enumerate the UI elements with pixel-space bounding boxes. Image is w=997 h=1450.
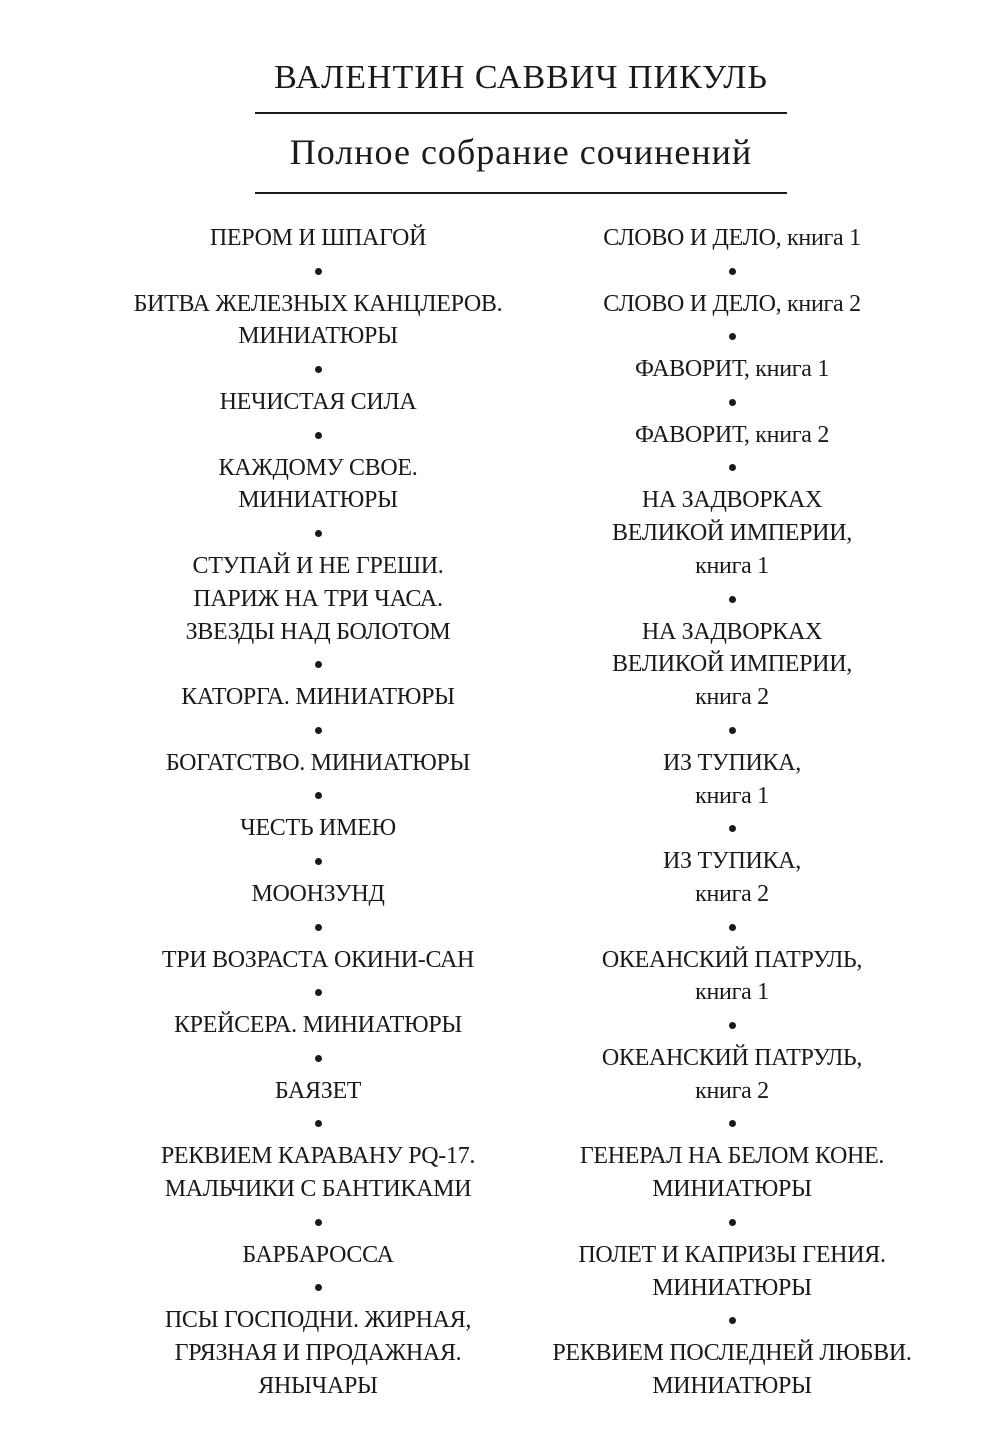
bullet-separator bbox=[98, 714, 538, 747]
book-title-line: БАЯЗЕТ bbox=[274, 1077, 362, 1104]
book-title-line: СЛОВО И ДЕЛО, книга 2 bbox=[603, 290, 861, 317]
book-title-entry bbox=[98, 681, 538, 714]
book-title-line: МАЛЬЧИКИ С БАНТИКАМИ bbox=[164, 1176, 472, 1203]
bottom-rule-divider bbox=[255, 192, 787, 194]
book-title-entry bbox=[508, 1140, 956, 1206]
bullet-separator bbox=[508, 386, 956, 419]
bullet-separator bbox=[98, 1272, 538, 1305]
book-title-line: НА ЗАДВОРКАХ bbox=[641, 618, 823, 645]
book-title-entry bbox=[98, 288, 538, 354]
book-title-line: книга 2 bbox=[695, 880, 769, 907]
book-title-line: книга 2 bbox=[695, 684, 769, 711]
bullet-separator bbox=[508, 1009, 956, 1042]
book-title-entry bbox=[508, 353, 956, 386]
bullet-separator bbox=[508, 1304, 956, 1337]
top-rule-divider bbox=[255, 112, 787, 114]
bullet-separator bbox=[508, 255, 956, 288]
book-title-entry bbox=[98, 878, 538, 911]
book-title-line: ТРИ ВОЗРАСТА ОКИНИ-САН bbox=[161, 946, 475, 973]
page-header bbox=[255, 52, 787, 194]
book-title-line: ВЕЛИКОЙ ИМПЕРИИ, bbox=[612, 520, 852, 547]
book-title-line: книга 1 bbox=[695, 979, 769, 1006]
bullet-separator bbox=[98, 1042, 538, 1075]
book-title-line: ФАВОРИТ, книга 2 bbox=[634, 421, 830, 448]
book-title-entry bbox=[98, 222, 538, 255]
book-title-line: ПОЛЕТ И КАПРИЗЫ ГЕНИЯ. bbox=[578, 1241, 886, 1268]
bullet-separator bbox=[508, 812, 956, 845]
book-title-line: МИНИАТЮРЫ bbox=[238, 487, 398, 514]
book-title-entry bbox=[98, 944, 538, 977]
book-title-entry bbox=[508, 222, 956, 255]
bullet-separator bbox=[508, 452, 956, 485]
book-title-entry bbox=[98, 452, 538, 518]
bullet-separator bbox=[98, 845, 538, 878]
book-title-line: ВЕЛИКОЙ ИМПЕРИИ, bbox=[612, 651, 852, 678]
bullet-separator bbox=[508, 911, 956, 944]
book-title-entry bbox=[508, 484, 956, 582]
book-title-entry bbox=[98, 386, 538, 419]
book-title-line: МООНЗУНД bbox=[251, 880, 385, 907]
book-title-line: ГЕНЕРАЛ НА БЕЛОМ КОНЕ. bbox=[579, 1143, 885, 1170]
book-title-line: книга 1 bbox=[695, 552, 769, 579]
author-name: ВАЛЕНТИН САВВИЧ ПИКУЛЬ bbox=[274, 59, 768, 96]
book-title-line: ЧЕСТЬ ИМЕЮ bbox=[240, 815, 396, 842]
book-title-entry bbox=[508, 1239, 956, 1305]
book-title-line: ПСЫ ГОСПОДНИ. ЖИРНАЯ, bbox=[164, 1307, 472, 1334]
book-title-line: ИЗ ТУПИКА, bbox=[662, 848, 801, 875]
book-title-entry bbox=[98, 747, 538, 780]
book-title-line: РЕКВИЕМ КАРАВАНУ PQ-17. bbox=[160, 1143, 476, 1170]
book-title-line: ОКЕАНСКИЙ ПАТРУЛЬ, bbox=[601, 946, 863, 973]
bullet-separator bbox=[98, 648, 538, 681]
book-title-line: ИЗ ТУПИКА, bbox=[662, 749, 801, 776]
book-title-line: ПАРИЖ НА ТРИ ЧАСА. bbox=[193, 585, 443, 612]
bullet-separator bbox=[98, 1206, 538, 1239]
book-title-entry bbox=[508, 419, 956, 452]
bullet-separator bbox=[98, 911, 538, 944]
book-title-line: ФАВОРИТ, книга 1 bbox=[634, 356, 830, 383]
bullet-separator bbox=[508, 1206, 956, 1239]
left-title-list bbox=[98, 222, 538, 1403]
book-title-line: ГРЯЗНАЯ И ПРОДАЖНАЯ. bbox=[174, 1340, 462, 1367]
book-title-line: книга 1 bbox=[695, 782, 769, 809]
book-title-entry bbox=[508, 288, 956, 321]
book-title-line: ЯНЫЧАРЫ bbox=[258, 1372, 378, 1399]
book-title-line: СЛОВО И ДЕЛО, книга 1 bbox=[603, 225, 861, 251]
book-title-entry bbox=[98, 1140, 538, 1206]
book-title-line: ПЕРОМ И ШПАГОЙ bbox=[209, 225, 427, 251]
book-title-line: МИНИАТЮРЫ bbox=[238, 323, 398, 350]
book-title-line: БАРБАРОССА bbox=[242, 1241, 394, 1268]
book-title-line: НЕЧИСТАЯ СИЛА bbox=[219, 388, 417, 415]
bullet-separator bbox=[508, 1108, 956, 1141]
book-title-entry bbox=[508, 1337, 956, 1403]
book-title-line: НА ЗАДВОРКАХ bbox=[641, 487, 823, 514]
book-title-entry bbox=[508, 747, 956, 813]
book-title-line: МИНИАТЮРЫ bbox=[652, 1372, 812, 1399]
book-title-entry bbox=[508, 944, 956, 1010]
bullet-separator bbox=[508, 583, 956, 616]
bullet-separator bbox=[98, 780, 538, 813]
book-title-line: ОКЕАНСКИЙ ПАТРУЛЬ, bbox=[601, 1044, 863, 1071]
book-title-line: МИНИАТЮРЫ bbox=[652, 1176, 812, 1203]
bullet-separator bbox=[98, 517, 538, 550]
book-title-line: БИТВА ЖЕЛЕЗНЫХ КАНЦЛЕРОВ. bbox=[133, 290, 503, 317]
book-title-line: СТУПАЙ И НЕ ГРЕШИ. bbox=[192, 552, 444, 579]
book-title-entry bbox=[508, 845, 956, 911]
book-title-line: КАЖДОМУ СВОЕ. bbox=[218, 454, 418, 481]
book-title-line: ЗВЕЗДЫ НАД БОЛОТОМ bbox=[185, 618, 451, 645]
book-title-entry bbox=[98, 1239, 538, 1272]
book-title-line: КАТОРГА. МИНИАТЮРЫ bbox=[181, 684, 455, 711]
series-title: Полное собрание сочинений bbox=[289, 132, 753, 172]
book-title-entry bbox=[508, 616, 956, 714]
book-title-line: КРЕЙСЕРА. МИНИАТЮРЫ bbox=[173, 1012, 463, 1039]
bullet-separator bbox=[98, 1108, 538, 1141]
book-title-entry bbox=[98, 1075, 538, 1108]
bullet-separator bbox=[508, 320, 956, 353]
bullet-separator bbox=[98, 419, 538, 452]
bullet-separator bbox=[508, 714, 956, 747]
bullet-separator bbox=[98, 976, 538, 1009]
book-title-entry bbox=[508, 1042, 956, 1108]
book-title-line: БОГАТСТВО. МИНИАТЮРЫ bbox=[165, 749, 471, 776]
bullet-separator bbox=[98, 255, 538, 288]
book-title-entry bbox=[98, 550, 538, 648]
book-title-line: книга 2 bbox=[695, 1077, 769, 1104]
book-title-entry bbox=[98, 1304, 538, 1402]
right-title-list bbox=[508, 222, 956, 1403]
book-title-line: МИНИАТЮРЫ bbox=[652, 1274, 812, 1301]
book-title-line: РЕКВИЕМ ПОСЛЕДНЕЙ ЛЮБВИ. bbox=[552, 1340, 912, 1367]
book-title-entry bbox=[98, 1009, 538, 1042]
bullet-separator bbox=[98, 353, 538, 386]
book-title-entry bbox=[98, 812, 538, 845]
